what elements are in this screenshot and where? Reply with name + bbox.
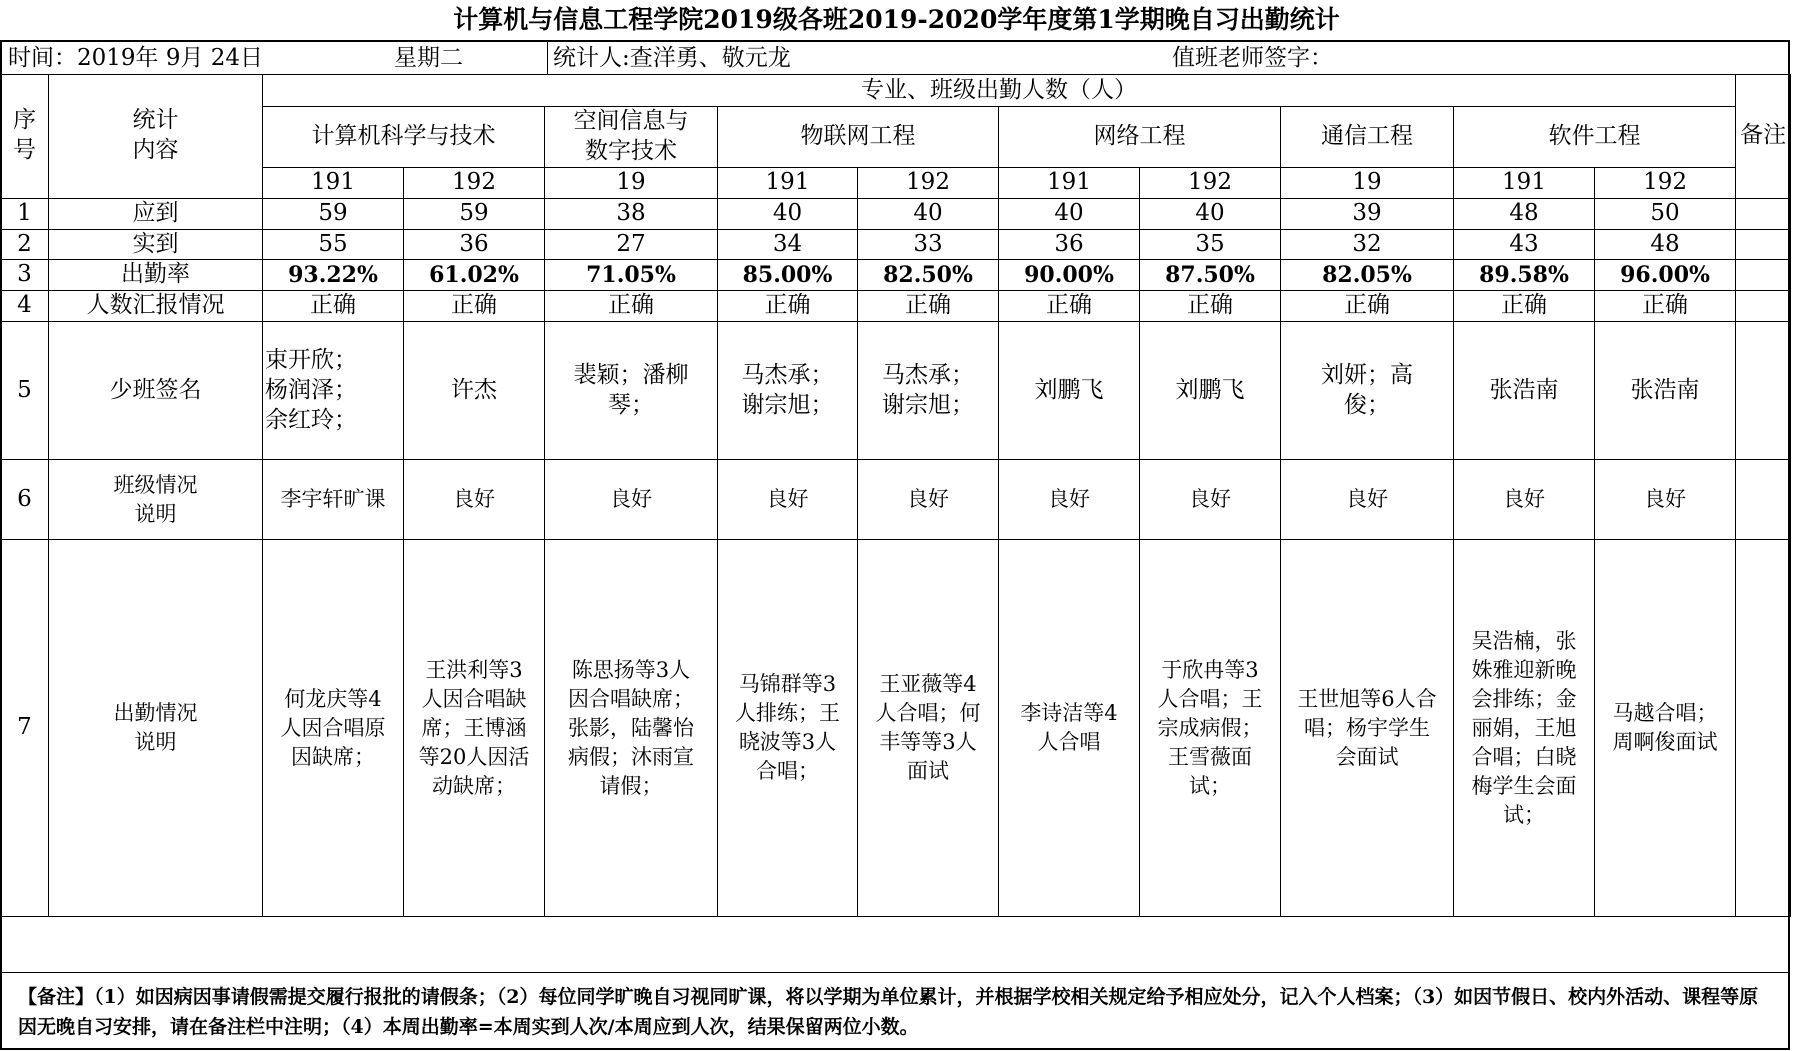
table-cell: 96.00% [1595,260,1736,291]
major-header: 空间信息与 数字技术 [545,107,718,168]
table-cell: 40 [858,198,999,229]
table-cell: 27 [545,229,718,260]
table-cell: 李宇轩旷课 [263,460,404,540]
table-cell: 陈思扬等3人 因合唱缺席； 张影，陆馨怡 病假；沐雨宣 请假； [545,540,718,917]
table-cell: 张浩南 [1595,322,1736,460]
table-cell: 正确 [999,291,1140,322]
table-cell: 良好 [404,460,545,540]
class-header: 192 [858,167,999,198]
major-header: 网络工程 [999,107,1281,168]
table-cell: 正确 [718,291,858,322]
table-cell: 39 [1281,198,1454,229]
remark-cell [1736,260,1791,291]
major-header: 软件工程 [1454,107,1736,168]
table-cell: 87.50% [1140,260,1281,291]
remark-cell [1736,322,1791,460]
table-cell: 89.58% [1454,260,1595,291]
table-cell: 马杰承； 谢宗旭； [858,322,999,460]
attendance-table [0,74,1791,917]
table-cell: 55 [263,229,404,260]
table-row [1,229,1791,260]
table-cell: 良好 [1281,460,1454,540]
major-header: 通信工程 [1281,107,1454,168]
table-cell: 良好 [1595,460,1736,540]
header-seq: 序号 [1,75,49,199]
header-row-classes [1,167,1791,198]
major-header: 物联网工程 [718,107,999,168]
row-seq: 3 [1,260,49,291]
table-row [1,291,1791,322]
table-cell: 于欣冉等3 人合唱；王 宗成病假； 王雪薇面 试； [1140,540,1281,917]
row-label: 人数汇报情况 [49,291,263,322]
row-seq: 7 [1,540,49,917]
table-cell: 正确 [1595,291,1736,322]
remark-cell [1736,229,1791,260]
table-cell: 90.00% [999,260,1140,291]
sheet-title: 计算机与信息工程学院2019级各班2019-2020学年度第1学期晚自习出勤统计 [453,5,1340,34]
footnote: 【备注】（1）如因病因事请假需提交履行报批的请假条；（2）每位同学旷晚自习视同旷课，将以学期为单位累计，并根据学校相关规定给予相应处分，记入个人档案；（3）如因节假日、校内外活动、课程等原因无晚自习安排，请在备注栏中注明；（4）本周出勤率=本周实到人次/本周应到人次，结果保留两位小数。 [0,972,1790,1050]
info-stat-by: 统计人:查洋勇、敬元龙 [553,45,791,71]
remark-cell [1736,540,1791,917]
header-row-1 [1,75,1791,107]
table-cell: 良好 [1140,460,1281,540]
table-cell: 王亚薇等4 人合唱；何 丰等等3人 面试 [858,540,999,917]
table-cell: 许杰 [404,322,545,460]
table-cell: 王洪利等3 人因合唱缺 席；王博涵 等20人因活 动缺席； [404,540,545,917]
table-cell: 正确 [404,291,545,322]
table-cell: 刘鹏飞 [999,322,1140,460]
table-cell: 正确 [545,291,718,322]
info-weekday: 星期二 [394,45,463,71]
major-header: 计算机科学与技术 [263,107,545,168]
table-cell: 正确 [1281,291,1454,322]
row-label: 出勤情况 说明 [49,540,263,917]
table-cell: 50 [1595,198,1736,229]
class-header: 192 [1140,167,1281,198]
table-cell: 束开欣； 杨润泽； 余红玲； [263,322,404,460]
class-header: 192 [1595,167,1736,198]
class-header: 191 [1454,167,1595,198]
table-cell: 34 [718,229,858,260]
table-cell: 36 [999,229,1140,260]
table-cell: 93.22% [263,260,404,291]
row-label: 班级情况 说明 [49,460,263,540]
info-divider [547,42,548,74]
table-cell: 张浩南 [1454,322,1595,460]
table-cell: 李诗洁等4 人合唱 [999,540,1140,917]
table-cell: 良好 [718,460,858,540]
row-label: 应到 [49,198,263,229]
table-row [1,540,1791,917]
table-cell: 吴浩楠，张 姝雅迎新晚 会排练；金 丽娟，王旭 合唱；白晓 梅学生会面 试； [1454,540,1595,917]
table-cell: 59 [404,198,545,229]
remark-cell [1736,198,1791,229]
table-cell: 48 [1454,198,1595,229]
table-cell: 71.05% [545,260,718,291]
table-cell: 良好 [1454,460,1595,540]
class-header: 191 [999,167,1140,198]
table-cell: 刘妍；高 俊； [1281,322,1454,460]
table-cell: 38 [545,198,718,229]
info-teacher-sign: 值班老师签字： [1172,45,1333,71]
table-cell: 正确 [858,291,999,322]
class-header: 191 [718,167,858,198]
row-seq: 1 [1,198,49,229]
table-cell: 40 [718,198,858,229]
table-row [1,260,1791,291]
class-header: 19 [545,167,718,198]
header-remark: 备注 [1736,75,1791,199]
row-seq: 6 [1,460,49,540]
table-cell: 61.02% [404,260,545,291]
row-seq: 2 [1,229,49,260]
row-label: 实到 [49,229,263,260]
header-row-majors [1,107,1791,168]
table-cell: 32 [1281,229,1454,260]
table-cell: 良好 [999,460,1140,540]
table-cell: 82.50% [858,260,999,291]
table-cell: 35 [1140,229,1281,260]
header-group: 专业、班级出勤人数（人） [263,75,1736,107]
table-cell: 33 [858,229,999,260]
table-cell: 良好 [545,460,718,540]
class-header: 191 [263,167,404,198]
table-cell: 王世旭等6人合 唱；杨宇学生 会面试 [1281,540,1454,917]
remark-cell [1736,291,1791,322]
row-seq: 4 [1,291,49,322]
table-cell: 马越合唱； 周啊俊面试 [1595,540,1736,917]
table-row [1,198,1791,229]
table-row [1,322,1791,460]
table-cell: 36 [404,229,545,260]
table-cell: 正确 [1140,291,1281,322]
table-cell: 何龙庆等4 人因合唱原 因缺席； [263,540,404,917]
table-cell: 40 [999,198,1140,229]
class-header: 192 [404,167,545,198]
class-header: 19 [1281,167,1454,198]
table-cell: 裴颖；潘柳 琴； [545,322,718,460]
row-label: 少班签名 [49,322,263,460]
table-cell: 82.05% [1281,260,1454,291]
info-row [0,40,1790,74]
table-cell: 40 [1140,198,1281,229]
table-cell: 马杰承； 谢宗旭； [718,322,858,460]
row-seq: 5 [1,322,49,460]
table-cell: 马锦群等3 人排练；王 晓波等3人 合唱； [718,540,858,917]
table-row [1,460,1791,540]
row-label: 出勤率 [49,260,263,291]
remark-cell [1736,460,1791,540]
table-cell: 85.00% [718,260,858,291]
header-content: 统计 内容 [49,75,263,199]
table-cell: 正确 [1454,291,1595,322]
table-cell: 43 [1454,229,1595,260]
table-cell: 刘鹏飞 [1140,322,1281,460]
info-time: 时间：2019年 9月 24日 [8,45,264,71]
table-cell: 48 [1595,229,1736,260]
table-cell: 正确 [263,291,404,322]
table-cell: 良好 [858,460,999,540]
table-cell: 59 [263,198,404,229]
